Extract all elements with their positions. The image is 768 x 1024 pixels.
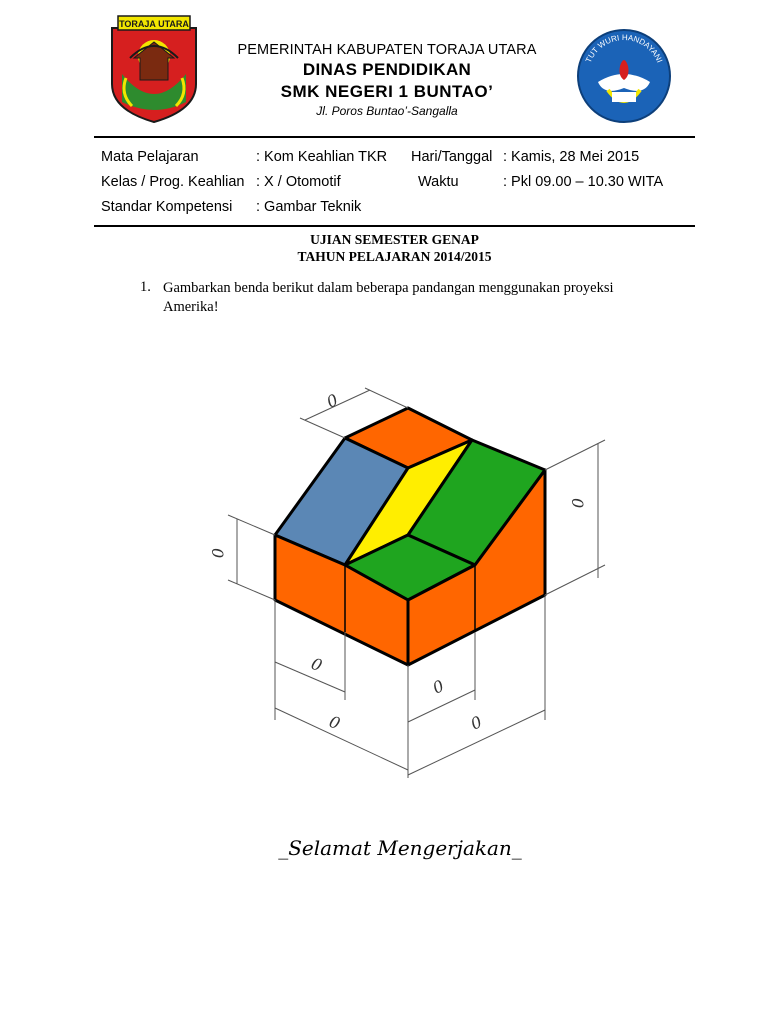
closing-message: _Selamat Mengerjakan_ (278, 836, 522, 860)
department-name: DINAS PENDIDIKAN (302, 60, 472, 79)
exam-title: UJIAN SEMESTER GENAP (310, 232, 479, 247)
dimension-label-right-small: 0 (429, 676, 447, 698)
school-name: SMK NEGERI 1 BUNTAO’ (280, 82, 494, 101)
question-text: Gambarkan benda berikut dalam beberapa pandangan menggunakan proyeksi Amerika! (163, 280, 614, 315)
competency-value: : Gambar Teknik (256, 199, 362, 215)
class-value: : X / Otomotif (256, 174, 341, 190)
class-label: Kelas / Prog. Keahlian (101, 174, 245, 190)
competency-label: Standar Kompetensi (101, 199, 233, 215)
dimension-label-left-height: 0 (208, 548, 227, 559)
day-label: Hari/Tanggal (411, 149, 493, 165)
question-number: 1. (140, 279, 151, 295)
isometric-drawing (180, 360, 640, 800)
government-name: PEMERINTAH KABUPATEN TORAJA UTARA (237, 42, 537, 58)
exam-year: TAHUN PELAJARAN 2014/2015 (297, 249, 492, 264)
dimension-label-left-large: 0 (326, 711, 343, 734)
dimension-label-left-small: 0 (308, 653, 325, 676)
dimension-label-right-height: 0 (568, 498, 587, 509)
dimension-label-top: 0 (323, 390, 341, 412)
dimension-label-right-large: 0 (467, 712, 485, 734)
header-divider-top (94, 136, 695, 138)
time-label: Waktu (418, 174, 459, 190)
subject-label: Mata Pelajaran (101, 149, 199, 165)
day-value: : Kamis, 28 Mei 2015 (503, 149, 640, 165)
time-value: : Pkl 09.00 – 10.30 WITA (503, 174, 664, 190)
school-address: Jl. Poros Buntao’-Sangalla (316, 104, 458, 118)
toraja-utara-logo (108, 14, 200, 124)
tut-wuri-handayani-logo-text: TUT WURI HANDAYANI (583, 32, 665, 65)
toraja-utara-logo-text: TORAJA UTARA (119, 19, 189, 29)
header-divider-bottom (94, 225, 695, 227)
subject-value: : Kom Keahlian TKR (256, 149, 388, 165)
tut-wuri-handayani-logo (574, 26, 674, 126)
